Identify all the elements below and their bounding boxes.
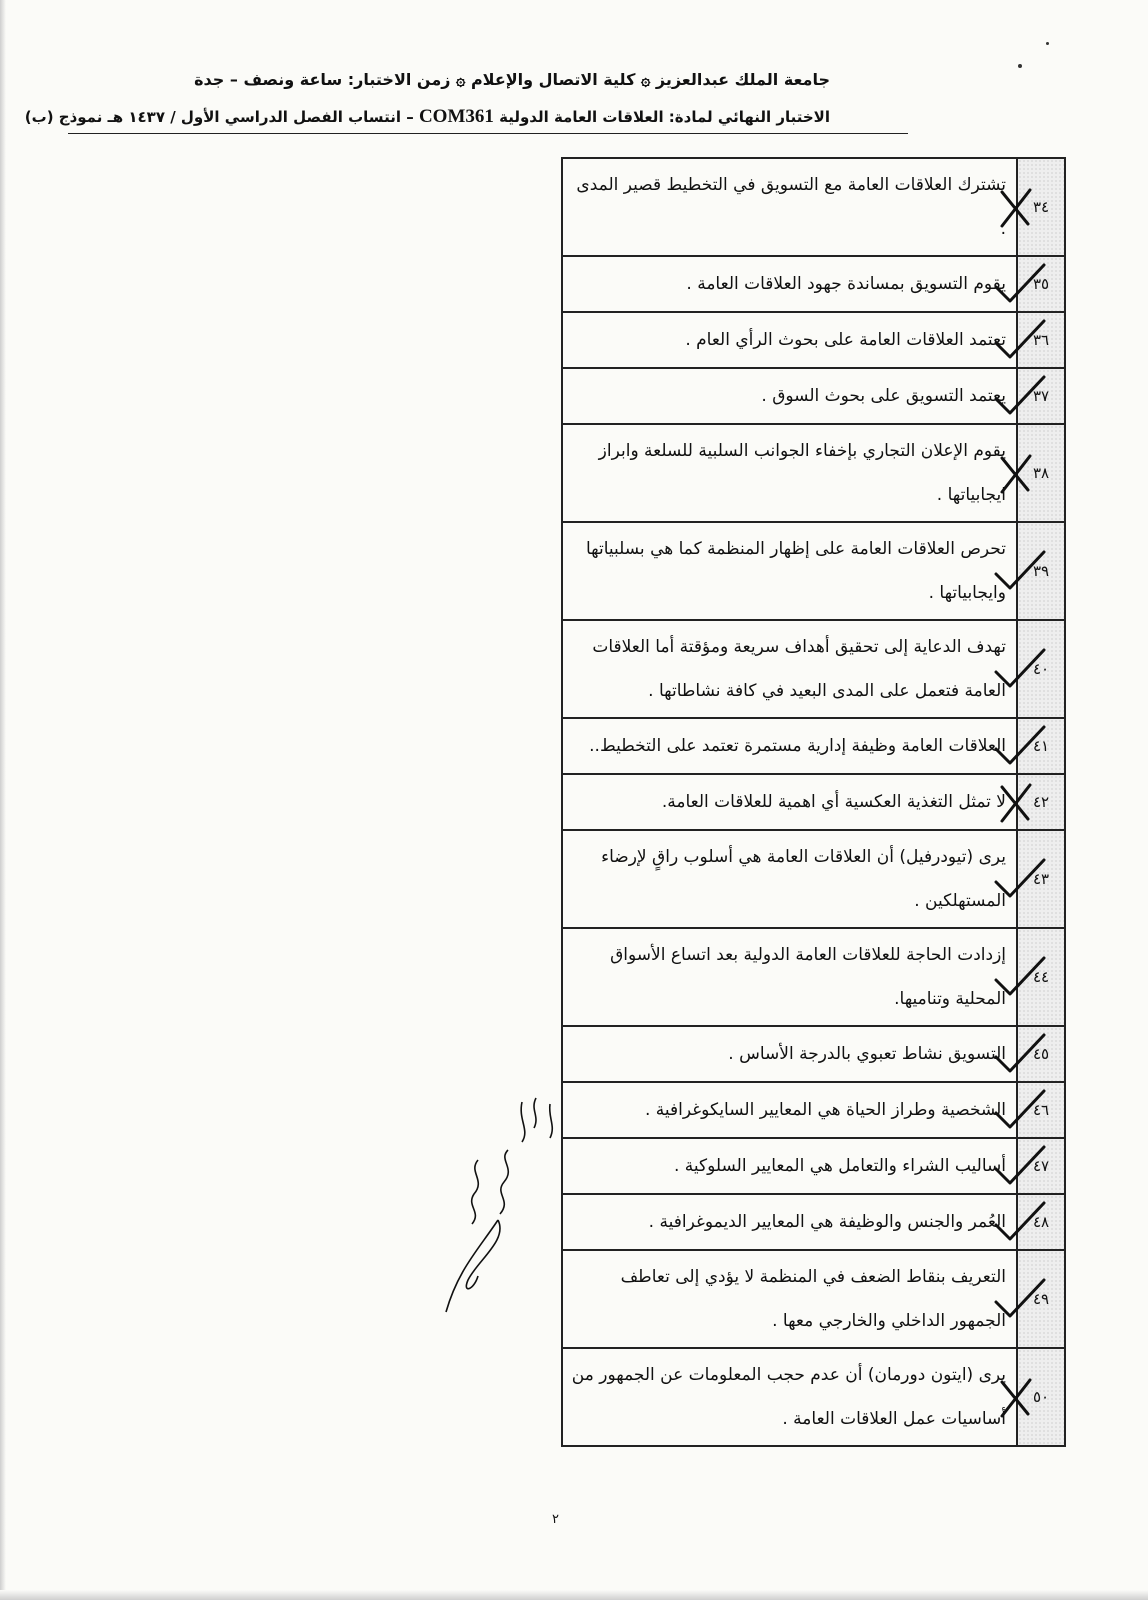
question-row bbox=[562, 1194, 1065, 1250]
question-number-label: ٤٢ bbox=[1032, 793, 1050, 811]
handwritten-signature bbox=[438, 1090, 568, 1320]
question-number-label: ٣٥ bbox=[1032, 275, 1050, 293]
header-exam-line bbox=[25, 106, 830, 128]
question-number-label: ٤٣ bbox=[1032, 870, 1050, 888]
question-row bbox=[562, 522, 1065, 620]
question-text: تشترك العلاقات العامة مع التسويق في التخطيط قصير المدى . bbox=[562, 158, 1017, 256]
question-number bbox=[1017, 312, 1065, 368]
question-text: العلاقات العامة وظيفة إدارية مستمرة تعتمد على التخطيط.. bbox=[562, 718, 1017, 774]
question-text: التعريف بنقاط الضعف في المنظمة لا يؤدي إلى تعاطف الجمهور الداخلي والخارجي معها . bbox=[562, 1250, 1017, 1348]
question-row bbox=[562, 1348, 1065, 1446]
header-university-line: جامعة الملك عبدالعزيز ۞ كلية الاتصال والإعلام ۞ زمن الاختبار: ساعة ونصف – جدة bbox=[194, 70, 830, 89]
page-number: ٢ bbox=[552, 1512, 559, 1527]
question-number bbox=[1017, 522, 1065, 620]
question-number-label: ٤٠ bbox=[1032, 660, 1050, 678]
question-number bbox=[1017, 774, 1065, 830]
question-number bbox=[1017, 1082, 1065, 1138]
question-text: لا تمثل التغذية العكسية أي اهمية للعلاقات العامة. bbox=[562, 774, 1017, 830]
question-text: تعتمد العلاقات العامة على بحوث الرأي العام . bbox=[562, 312, 1017, 368]
question-row bbox=[562, 718, 1065, 774]
question-row bbox=[562, 312, 1065, 368]
question-number-label: ٤٩ bbox=[1032, 1290, 1050, 1308]
question-text: الشخصية وطراز الحياة هي المعايير السايكوغرافية . bbox=[562, 1082, 1017, 1138]
question-number-label: ٣٤ bbox=[1032, 198, 1050, 216]
header-exam-term: – انتساب الفصل الدراسي الأول / ١٤٣٧ هـ نموذج (ب) bbox=[24, 108, 414, 126]
question-number bbox=[1017, 1194, 1065, 1250]
question-number bbox=[1017, 1026, 1065, 1082]
question-number bbox=[1017, 1250, 1065, 1348]
question-number bbox=[1017, 928, 1065, 1026]
question-number-label: ٣٧ bbox=[1032, 387, 1050, 405]
question-number-label: ٣٦ bbox=[1032, 331, 1050, 349]
questions-table bbox=[561, 157, 1066, 1447]
question-row bbox=[562, 774, 1065, 830]
question-text: يقوم التسويق بمساندة جهود العلاقات العامة . bbox=[562, 256, 1017, 312]
question-number bbox=[1017, 256, 1065, 312]
question-number-label: ٤٤ bbox=[1032, 968, 1050, 986]
question-row bbox=[562, 158, 1065, 256]
question-number-label: ٤٦ bbox=[1032, 1101, 1050, 1119]
question-text: التسويق نشاط تعبوي بالدرجة الأساس . bbox=[562, 1026, 1017, 1082]
question-row bbox=[562, 1026, 1065, 1082]
scan-speck bbox=[1018, 64, 1022, 68]
question-text: تهدف الدعاية إلى تحقيق أهداف سريعة ومؤقتة أما العلاقات العامة فتعمل على المدى البعيد في كافة نشاطاتها . bbox=[562, 620, 1017, 718]
question-text: إزدادت الحاجة للعلاقات العامة الدولية بعد اتساع الأسواق المحلية وتناميها. bbox=[562, 928, 1017, 1026]
question-text: يرى (تيودرفيل) أن العلاقات العامة هي أسلوب راقٍ لإرضاء المستهلكين . bbox=[562, 830, 1017, 928]
course-code: COM361 bbox=[418, 106, 494, 127]
question-row bbox=[562, 1138, 1065, 1194]
scan-speck bbox=[1046, 42, 1049, 45]
question-text: يقوم الإعلان التجاري بإخفاء الجوانب السلبية للسلعة وابراز ايجابياتها . bbox=[562, 424, 1017, 522]
header-exam-title: الاختبار النهائي لمادة: العلاقات العامة الدولية bbox=[499, 108, 830, 126]
question-text: يرى (ايتون دورمان) أن عدم حجب المعلومات عن الجمهور من أساسيات عمل العلاقات العامة . bbox=[562, 1348, 1017, 1446]
question-number-label: ٤١ bbox=[1032, 737, 1050, 755]
scan-edge-left bbox=[0, 0, 6, 1600]
question-row bbox=[562, 830, 1065, 928]
question-number bbox=[1017, 158, 1065, 256]
scan-edge-bottom bbox=[0, 1590, 1148, 1600]
header-rule bbox=[68, 133, 908, 134]
question-number bbox=[1017, 830, 1065, 928]
question-number bbox=[1017, 620, 1065, 718]
question-number bbox=[1017, 368, 1065, 424]
question-number bbox=[1017, 1138, 1065, 1194]
question-number-label: ٤٥ bbox=[1032, 1045, 1050, 1063]
question-number-label: ٤٧ bbox=[1032, 1157, 1050, 1175]
question-row bbox=[562, 368, 1065, 424]
question-row bbox=[562, 928, 1065, 1026]
question-number bbox=[1017, 1348, 1065, 1446]
question-row bbox=[562, 256, 1065, 312]
question-number-label: ٤٨ bbox=[1032, 1213, 1050, 1231]
question-number bbox=[1017, 718, 1065, 774]
question-number-label: ٥٠ bbox=[1032, 1388, 1050, 1406]
question-text: يعتمد التسويق على بحوث السوق . bbox=[562, 368, 1017, 424]
question-text: العُمر والجنس والوظيفة هي المعايير الديموغرافية . bbox=[562, 1194, 1017, 1250]
question-row bbox=[562, 424, 1065, 522]
question-row bbox=[562, 1082, 1065, 1138]
question-text: تحرص العلاقات العامة على إظهار المنظمة كما هي بسلبياتها وايجابياتها . bbox=[562, 522, 1017, 620]
question-number-label: ٣٩ bbox=[1032, 562, 1050, 580]
question-row bbox=[562, 1250, 1065, 1348]
question-text: أساليب الشراء والتعامل هي المعايير السلوكية . bbox=[562, 1138, 1017, 1194]
question-number-label: ٣٨ bbox=[1032, 464, 1050, 482]
question-row bbox=[562, 620, 1065, 718]
question-number bbox=[1017, 424, 1065, 522]
